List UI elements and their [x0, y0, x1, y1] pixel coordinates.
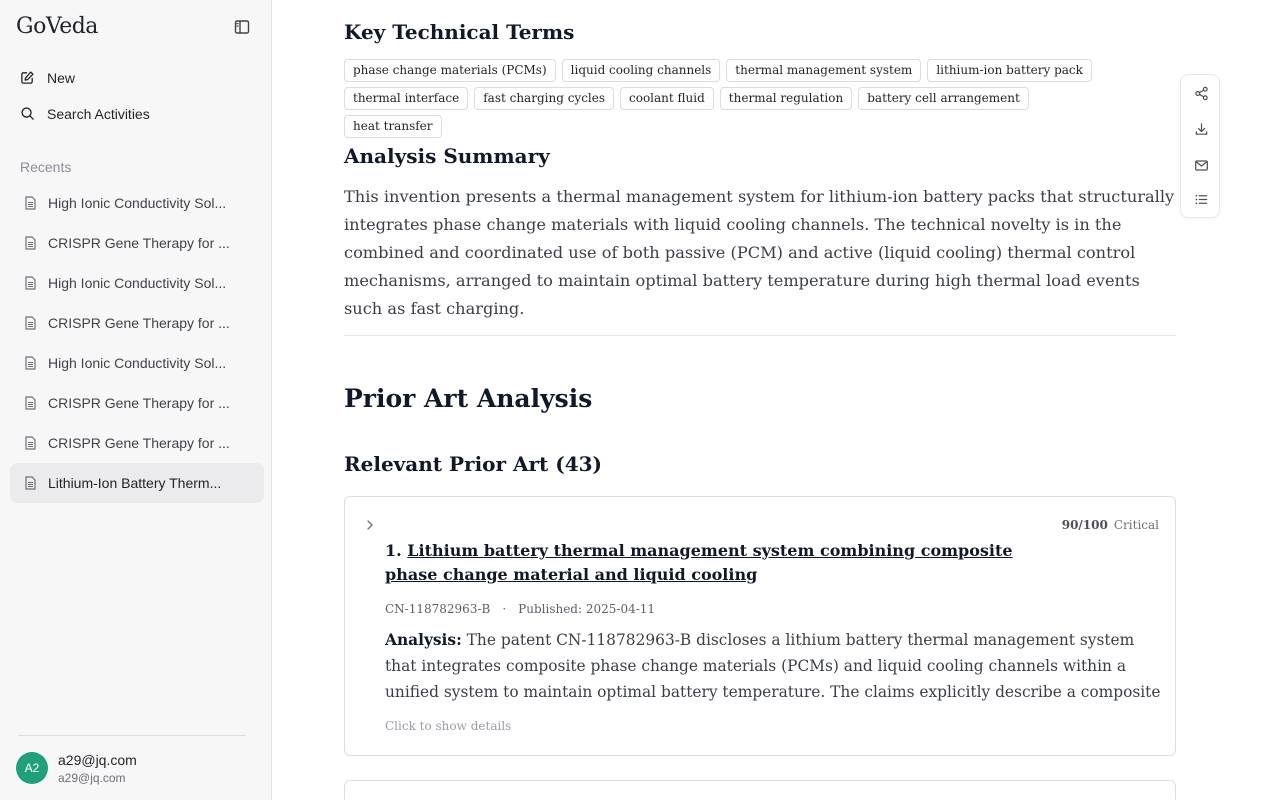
edit-icon	[20, 70, 36, 86]
meta-separator: ·	[502, 602, 507, 616]
report-body	[344, 0, 1176, 800]
recents-heading: Recents	[20, 159, 72, 175]
app-logo[interactable]: GoVeda	[16, 14, 98, 39]
sidebar-divider	[18, 735, 246, 736]
document-icon	[24, 196, 38, 210]
key-terms-list	[344, 59, 1104, 138]
key-term-chip: thermal regulation	[720, 87, 852, 110]
key-term-chip: coolant fluid	[620, 87, 714, 110]
recent-item-label: CRISPR Gene Therapy for ...	[48, 235, 230, 251]
key-term-chip: battery cell arrangement	[858, 87, 1029, 110]
search-activities-label: Search Activities	[47, 106, 150, 122]
document-icon	[24, 436, 38, 450]
recent-item-label: CRISPR Gene Therapy for ...	[48, 395, 230, 411]
published-date: Published: 2025-04-11	[518, 602, 656, 616]
new-label: New	[47, 70, 76, 86]
section-divider	[344, 335, 1176, 336]
analysis-text: The patent CN-118782963-B discloses a lithium battery thermal management system that integrates composite phase change materials (PCMs) and liquid cooling channels within a unified system to maintain optimal battery temperature. The claims explicitly describe a composite	[385, 631, 1161, 701]
recent-item-label: Lithium-Ion Battery Therm...	[48, 475, 222, 491]
key-term-chip: phase change materials (PCMs)	[344, 59, 556, 82]
relevant-prior-art-heading: Relevant Prior Art (43)	[344, 452, 603, 476]
recent-item-label: CRISPR Gene Therapy for ...	[48, 435, 230, 451]
recent-item[interactable]	[10, 343, 264, 383]
document-icon	[24, 476, 38, 490]
patent-id: CN-118782963-B	[385, 602, 491, 616]
sidebar-toggle-icon[interactable]	[234, 19, 252, 37]
mail-icon[interactable]	[1192, 156, 1210, 174]
new-button[interactable]	[10, 61, 264, 95]
prior-art-analysis	[385, 627, 1161, 705]
analysis-summary-text: This invention presents a thermal management system for lithium-ion battery packs that structurally integrates phase change materials with liquid cooling channels. The technical novelty is in the combined and coordinated use of both passive (PCM) and active (liquid cooling) thermal control mechanisms, arranged to maintain optimal battery temperature during high thermal load events such as fast charging.	[344, 187, 1175, 318]
key-term-chip: liquid cooling channels	[562, 59, 721, 82]
analysis-label: Analysis:	[385, 631, 462, 649]
prior-art-link[interactable]: Lithium battery thermal management system combining composite phase change material and liquid cooling	[385, 541, 1013, 584]
user-name[interactable]: a29@jq.com	[58, 752, 137, 768]
floating-toolbar	[1180, 74, 1220, 218]
score-value: 90/100	[1061, 518, 1108, 532]
document-icon	[24, 356, 38, 370]
analysis-summary-heading: Analysis Summary	[344, 144, 550, 168]
chevron-right-icon[interactable]	[365, 519, 375, 531]
avatar[interactable]: A2	[16, 752, 48, 784]
search-icon	[20, 106, 36, 122]
prior-art-card[interactable]	[344, 780, 1176, 800]
show-details-link[interactable]: Click to show details	[385, 719, 512, 733]
recent-item[interactable]	[10, 263, 264, 303]
document-icon	[24, 316, 38, 330]
user-email: a29@jq.com	[58, 771, 126, 785]
prior-art-index: 1.	[385, 541, 402, 560]
key-term-chip: thermal interface	[344, 87, 468, 110]
key-term-chip: thermal management system	[726, 59, 921, 82]
document-icon	[24, 396, 38, 410]
search-activities-button[interactable]	[10, 97, 264, 131]
document-icon	[24, 276, 38, 290]
recent-item-label: High Ionic Conductivity Sol...	[48, 275, 227, 291]
sidebar	[0, 0, 272, 800]
key-term-chip: lithium-ion battery pack	[927, 59, 1092, 82]
prior-art-heading: Prior Art Analysis	[344, 384, 593, 413]
list-icon[interactable]	[1192, 190, 1210, 208]
prior-art-card[interactable]	[344, 496, 1176, 756]
severity-label: Critical	[1113, 518, 1159, 532]
recent-item[interactable]	[10, 183, 264, 223]
recent-item[interactable]	[10, 303, 264, 343]
recent-item-active[interactable]	[10, 463, 264, 503]
recent-item[interactable]	[10, 423, 264, 463]
main-content	[272, 0, 1280, 800]
recent-item-label: CRISPR Gene Therapy for ...	[48, 315, 230, 331]
key-term-chip: fast charging cycles	[474, 87, 614, 110]
recent-item-label: High Ionic Conductivity Sol...	[48, 355, 227, 371]
document-icon	[24, 236, 38, 250]
recent-item[interactable]	[10, 223, 264, 263]
recent-item[interactable]	[10, 383, 264, 423]
relevance-score	[1062, 518, 1159, 532]
key-term-chip: heat transfer	[344, 115, 442, 138]
prior-art-meta	[385, 602, 655, 616]
prior-art-title	[385, 539, 1065, 587]
recent-item-label: High Ionic Conductivity Sol...	[48, 195, 227, 211]
download-icon[interactable]	[1192, 120, 1210, 138]
share-icon[interactable]	[1192, 84, 1210, 102]
key-terms-heading: Key Technical Terms	[344, 20, 575, 44]
